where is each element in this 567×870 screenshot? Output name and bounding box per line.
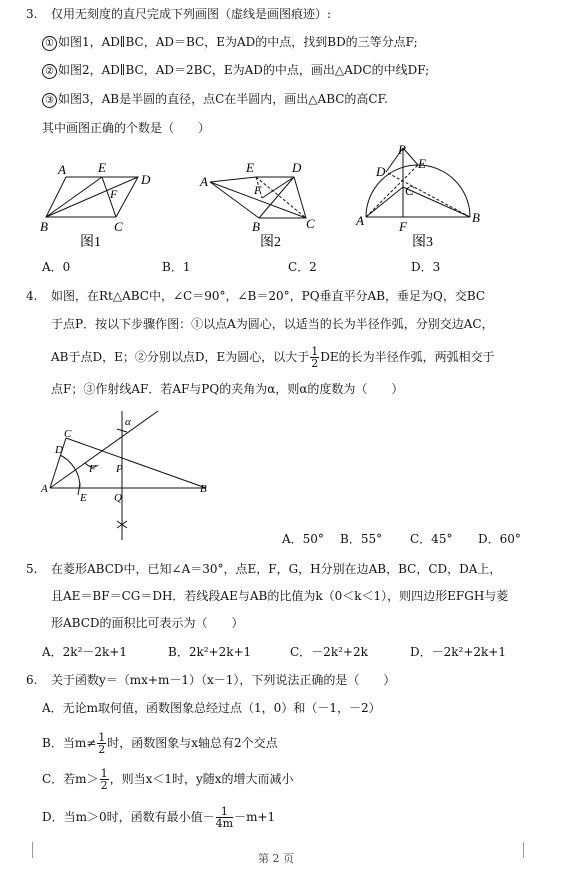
q4-label-alpha: α bbox=[125, 416, 131, 428]
q4-option-c: C．45° bbox=[410, 532, 453, 546]
q4-label-q: Q bbox=[114, 492, 122, 504]
fig1-label-e: E bbox=[98, 160, 106, 175]
circled-1: ① bbox=[42, 36, 57, 51]
fig3-label-p: P bbox=[398, 142, 406, 157]
q6-option-c-a: C．若m＞ bbox=[42, 772, 99, 786]
q3-ask: 其中画图正确的个数是（ ） bbox=[42, 121, 211, 135]
q3-option-c: C．2 bbox=[288, 260, 317, 274]
q4-label-b: B bbox=[200, 483, 207, 495]
q4-line-3 bbox=[51, 346, 495, 369]
q4-ray-af bbox=[50, 411, 158, 488]
q6-c-den: 2 bbox=[100, 779, 108, 792]
q4-line-3-b: DE的长为半径作弧，两弧相交于 bbox=[320, 350, 495, 364]
q5-option-a: A．2k²－2k+1 bbox=[42, 645, 127, 659]
q3-option-d: D．3 bbox=[411, 260, 441, 274]
q5-line-3: 形ABCD的面积比可表示为（ ） bbox=[51, 616, 244, 630]
fig3-caption: 图3 bbox=[412, 235, 433, 250]
q4-label-e: E bbox=[80, 492, 87, 504]
fig2-label-f: F bbox=[254, 183, 262, 197]
fig2-label-d: D bbox=[292, 160, 302, 175]
q3-item-3 bbox=[42, 91, 388, 108]
fig3-label-b: B bbox=[472, 210, 480, 225]
q6-option-c-frac bbox=[100, 768, 109, 791]
q6-option-b-a: B．当m≠ bbox=[42, 736, 97, 750]
q3-number: 3. bbox=[26, 7, 38, 21]
q4-fraction-half bbox=[310, 346, 319, 369]
q4-line-4: 点F；③作射线AF．若AF与PQ的夹角为α，则α的度数为（ ） bbox=[51, 382, 404, 396]
q3-item-2-text: 如图2，AD∥BC，AD＝2BC，E为AD的中点，画出△ADC的中线DF; bbox=[58, 63, 430, 77]
fig3-label-f: F bbox=[399, 219, 407, 234]
q5-option-d: D．－2k²+2k+1 bbox=[410, 645, 506, 659]
q6-b-den: 2 bbox=[98, 743, 106, 756]
q4-label-c: C bbox=[64, 428, 72, 440]
corner-mark-bottom-right bbox=[523, 842, 540, 858]
fig3-label-e: E bbox=[418, 156, 426, 171]
q4-label-p: P bbox=[116, 463, 123, 475]
fig2-label-a: A bbox=[200, 174, 208, 189]
fig3-label-c: C bbox=[405, 183, 414, 198]
corner-mark-bottom-left bbox=[16, 842, 33, 858]
q4-line-2: 于点P．按以下步骤作图：①以点A为圆心，以适当的长为半径作弧，分别交边AC， bbox=[51, 317, 494, 331]
q4-arc-de bbox=[60, 455, 80, 487]
q3-option-a: A．0 bbox=[42, 260, 71, 274]
fig2-label-b: B bbox=[252, 219, 260, 234]
q6-option-b-frac bbox=[97, 732, 106, 755]
circled-3: ③ bbox=[42, 93, 57, 108]
q3-item-2 bbox=[42, 62, 429, 79]
q6-d-num: 1 bbox=[216, 806, 233, 818]
q6-option-b-b: 时，函数图象与x轴总有2个交点 bbox=[107, 736, 278, 750]
q4-label-d: D bbox=[55, 444, 63, 456]
q6-option-a: A．无论m取何值，函数图象总经过点（1，0）和（－1，－2） bbox=[42, 701, 381, 715]
q6-option-d-a: D．当m＞0时，函数有最小值－ bbox=[42, 810, 215, 824]
q6-d-den: 4m bbox=[215, 817, 234, 830]
q3-item-3-text: 如图3，AB是半圆的直径，点C在半圆内，画出△ABC的高CF. bbox=[58, 92, 388, 106]
fig1-label-d: D bbox=[141, 172, 151, 187]
q5-line-1: 在菱形ABCD中，已知∠A＝30°，点E，F，G，H分别在边AB，BC，CD，DA上， bbox=[51, 562, 502, 576]
figure-1 bbox=[46, 177, 138, 217]
q6-option-d bbox=[42, 806, 275, 829]
q4-line-1: 如图，在Rt△ABC中，∠C＝90°，∠B＝20°，PQ垂直平分AB，垂足为Q，交BC bbox=[51, 289, 486, 303]
q5-option-c: C．－2k²+2k bbox=[290, 645, 368, 659]
fig2-segment-df bbox=[262, 177, 294, 198]
fig3-dash-bd bbox=[386, 172, 470, 217]
q3-option-b: B．1 bbox=[162, 260, 191, 274]
fig2-label-c: C bbox=[306, 216, 315, 231]
fig1-diagonal-bd bbox=[46, 177, 138, 217]
fig1-label-b: B bbox=[40, 219, 48, 234]
q6-option-d-b: －m+1 bbox=[234, 810, 276, 824]
fig2-label-e: E bbox=[246, 160, 254, 175]
fig1-segment-be bbox=[46, 177, 102, 217]
q3-item-1 bbox=[42, 34, 418, 51]
q6-option-c-b: ，则当x＜1时，y随x的增大而减小 bbox=[109, 772, 294, 786]
fig1-label-f: F bbox=[110, 187, 118, 201]
q4-frac-den: 2 bbox=[311, 357, 319, 370]
q5-line-2: 且AE＝BF＝CG＝DH．若线段AE与AB的比值为k（0＜k＜1），则四边形EFGH与菱 bbox=[51, 589, 509, 603]
q6-stem: 关于函数y＝（mx+m－1）（x－1），下列说法正确的是（ ） bbox=[51, 673, 396, 687]
fig3-label-a: A bbox=[356, 213, 364, 228]
q6-c-num: 1 bbox=[100, 767, 108, 780]
q4-line-3-a: AB于点D，E；②分别以点D，E为圆心，以大于 bbox=[51, 350, 310, 364]
q4-option-a: A．50° bbox=[282, 532, 324, 546]
q4-number: 4. bbox=[26, 289, 38, 303]
q4-frac-num: 1 bbox=[311, 345, 319, 358]
q3-figures bbox=[30, 142, 500, 252]
fig1-label-c: C bbox=[114, 219, 123, 234]
q3-stem: 仅用无刻度的直尺完成下列画图（虚线是画图痕迹）: bbox=[51, 7, 332, 21]
q6-option-b bbox=[42, 732, 278, 755]
circled-2: ② bbox=[42, 64, 57, 79]
q6-number: 6. bbox=[26, 673, 38, 687]
q4-segment-cb bbox=[66, 438, 206, 488]
q4-figure bbox=[38, 405, 218, 545]
fig3-label-d: D bbox=[376, 164, 386, 179]
fig3-segment-ac bbox=[366, 187, 403, 217]
q4-label-f: F bbox=[89, 463, 96, 475]
fig1-caption: 图1 bbox=[80, 235, 101, 250]
fig1-label-a: A bbox=[58, 162, 66, 177]
q6-option-c bbox=[42, 768, 294, 791]
fig2-caption: 图2 bbox=[260, 235, 281, 250]
q5-option-b: B．2k²+2k+1 bbox=[168, 645, 252, 659]
q5-number: 5. bbox=[26, 562, 38, 576]
q4-option-b: B．55° bbox=[340, 532, 383, 546]
q4-label-a: A bbox=[41, 483, 48, 495]
q3-item-1-text: 如图1，AD∥BC，AD＝BC，E为AD的中点，找到BD的三等分点F; bbox=[58, 35, 418, 49]
page-number: 第 2 页 bbox=[258, 852, 294, 865]
q6-b-num: 1 bbox=[98, 731, 106, 744]
q4-option-d: D．60° bbox=[478, 532, 521, 546]
q6-option-d-frac bbox=[216, 806, 233, 829]
